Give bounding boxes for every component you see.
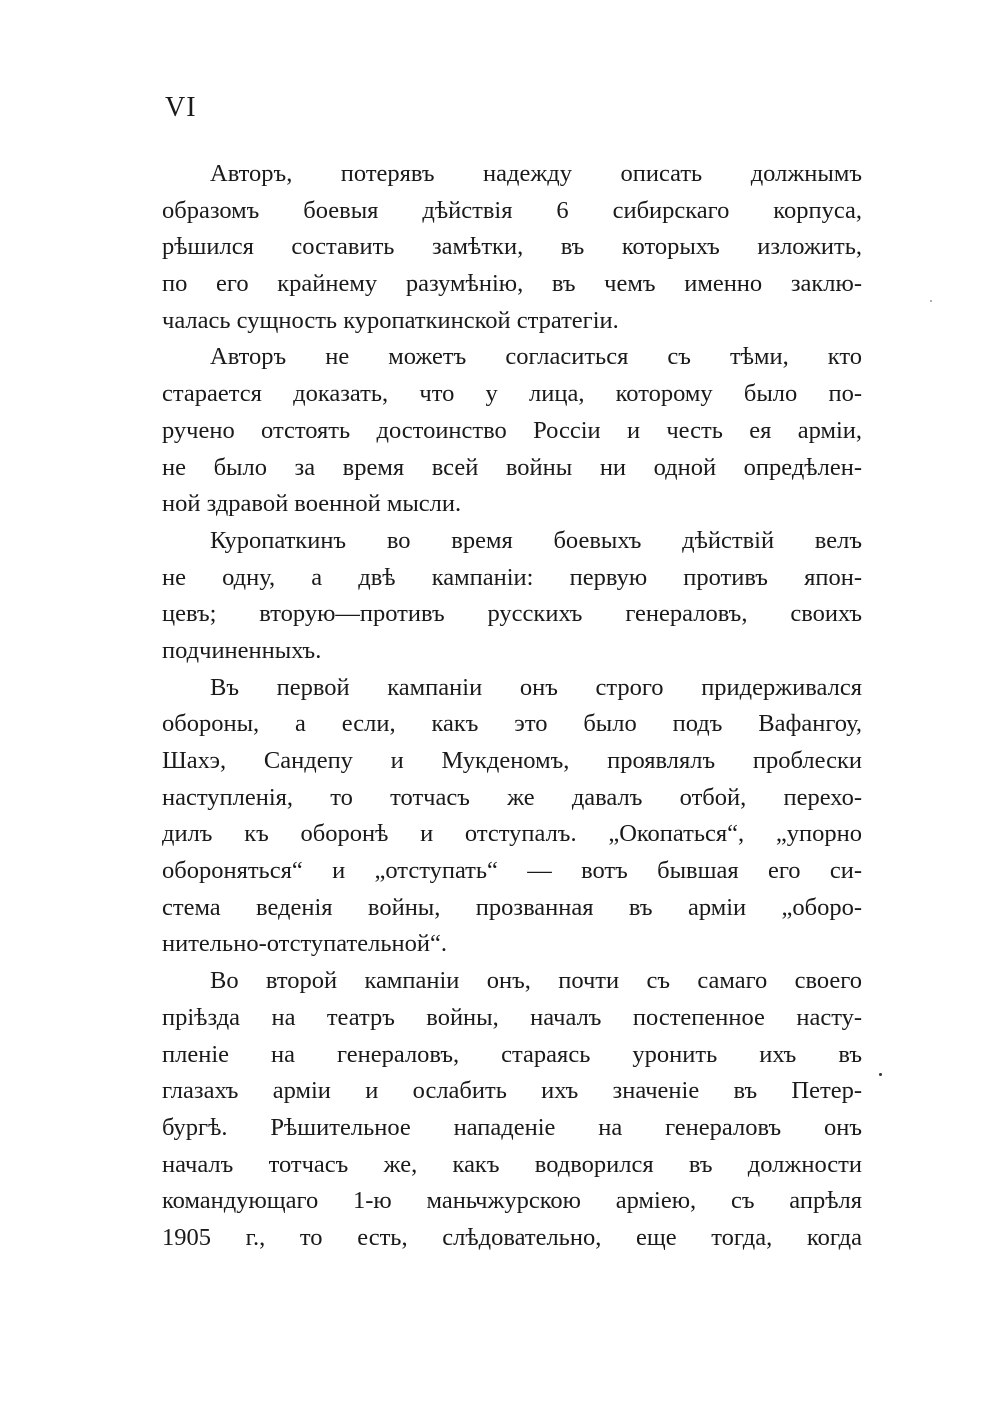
text-line: пріѣзда на театръ войны, началъ постепенное насту- xyxy=(162,1003,862,1031)
text-line: обороны, а если, какъ это было подъ Вафангоу, xyxy=(162,710,862,738)
text-line: не было за время всей войны ни одной опредѣлен- xyxy=(162,453,862,481)
paragraph-2 xyxy=(162,339,862,522)
page-number: VI xyxy=(165,92,197,123)
text-line: стема веденія войны, прозванная въ арміи „оборо- xyxy=(162,893,862,921)
text-line: Куропаткинъ во время боевыхъ дѣйствій велъ xyxy=(210,526,862,554)
text-line: Авторъ, потерявъ надежду описать должнымъ xyxy=(210,160,862,187)
paragraph-4 xyxy=(162,670,862,964)
paragraph-5 xyxy=(162,963,862,1257)
scan-speck xyxy=(930,300,932,302)
paragraph-3 xyxy=(162,523,862,670)
text-line: старается доказать, что у лица, которому было по- xyxy=(162,380,862,408)
text-line: ручено отстоять достоинство Россіи и честь ея арміи, xyxy=(162,416,862,444)
text-line: Шахэ, Сандепу и Мукденомъ, проявлялъ проблески xyxy=(162,747,862,774)
text-line: рѣшился составить замѣтки, въ которыхъ изложить, xyxy=(162,233,862,261)
body-text xyxy=(162,156,862,1257)
text-line: глазахъ арміи и ослабить ихъ значеніе въ Петер- xyxy=(162,1077,862,1105)
text-line: цевъ; вторую—противъ русскихъ генераловъ, своихъ xyxy=(162,600,862,628)
text-line: командующаго 1-ю маньчжурскою арміею, съ апрѣля xyxy=(162,1187,862,1215)
text-line: пленіе на генераловъ, стараясь уронить ихъ въ xyxy=(162,1040,862,1068)
text-line: не одну, а двѣ кампаніи: первую противъ япон- xyxy=(162,563,862,591)
text-line: чалась сущность куропаткинской стратегіи. xyxy=(162,306,619,334)
text-line: бургѣ. Рѣшительное нападеніе на генераловъ онъ xyxy=(162,1113,862,1141)
text-line: дилъ къ оборонѣ и отступалъ. „Окопаться“, „упорно xyxy=(162,820,862,848)
text-line: 1905 г., то есть, слѣдовательно, еще тогда, когда xyxy=(162,1223,862,1251)
text-line: обороняться“ и „отступать“ — вотъ бывшая его си- xyxy=(162,857,862,885)
text-line: Въ первой кампаніи онъ строго придерживался xyxy=(210,673,862,701)
text-line: Авторъ не можетъ согласиться съ тѣми, кто xyxy=(210,343,862,371)
text-line: началъ тотчасъ же, какъ водворился въ должности xyxy=(162,1150,862,1178)
text-line: по его крайнему разумѣнію, въ чемъ именно заклю- xyxy=(162,270,862,298)
scan-speck xyxy=(879,1073,882,1076)
text-line: образомъ боевыя дѣйствія 6 сибирскаго корпуса, xyxy=(162,196,862,224)
paragraph-1 xyxy=(162,156,862,339)
text-line: подчиненныхъ. xyxy=(162,636,322,664)
text-line: Во второй кампаніи онъ, почти съ самаго своего xyxy=(210,967,862,995)
text-line: ной здравой военной мысли. xyxy=(162,490,462,518)
text-line: наступленія, то тотчасъ же давалъ отбой, перехо- xyxy=(162,783,862,811)
text-line: нительно-отступательной“. xyxy=(162,930,447,958)
